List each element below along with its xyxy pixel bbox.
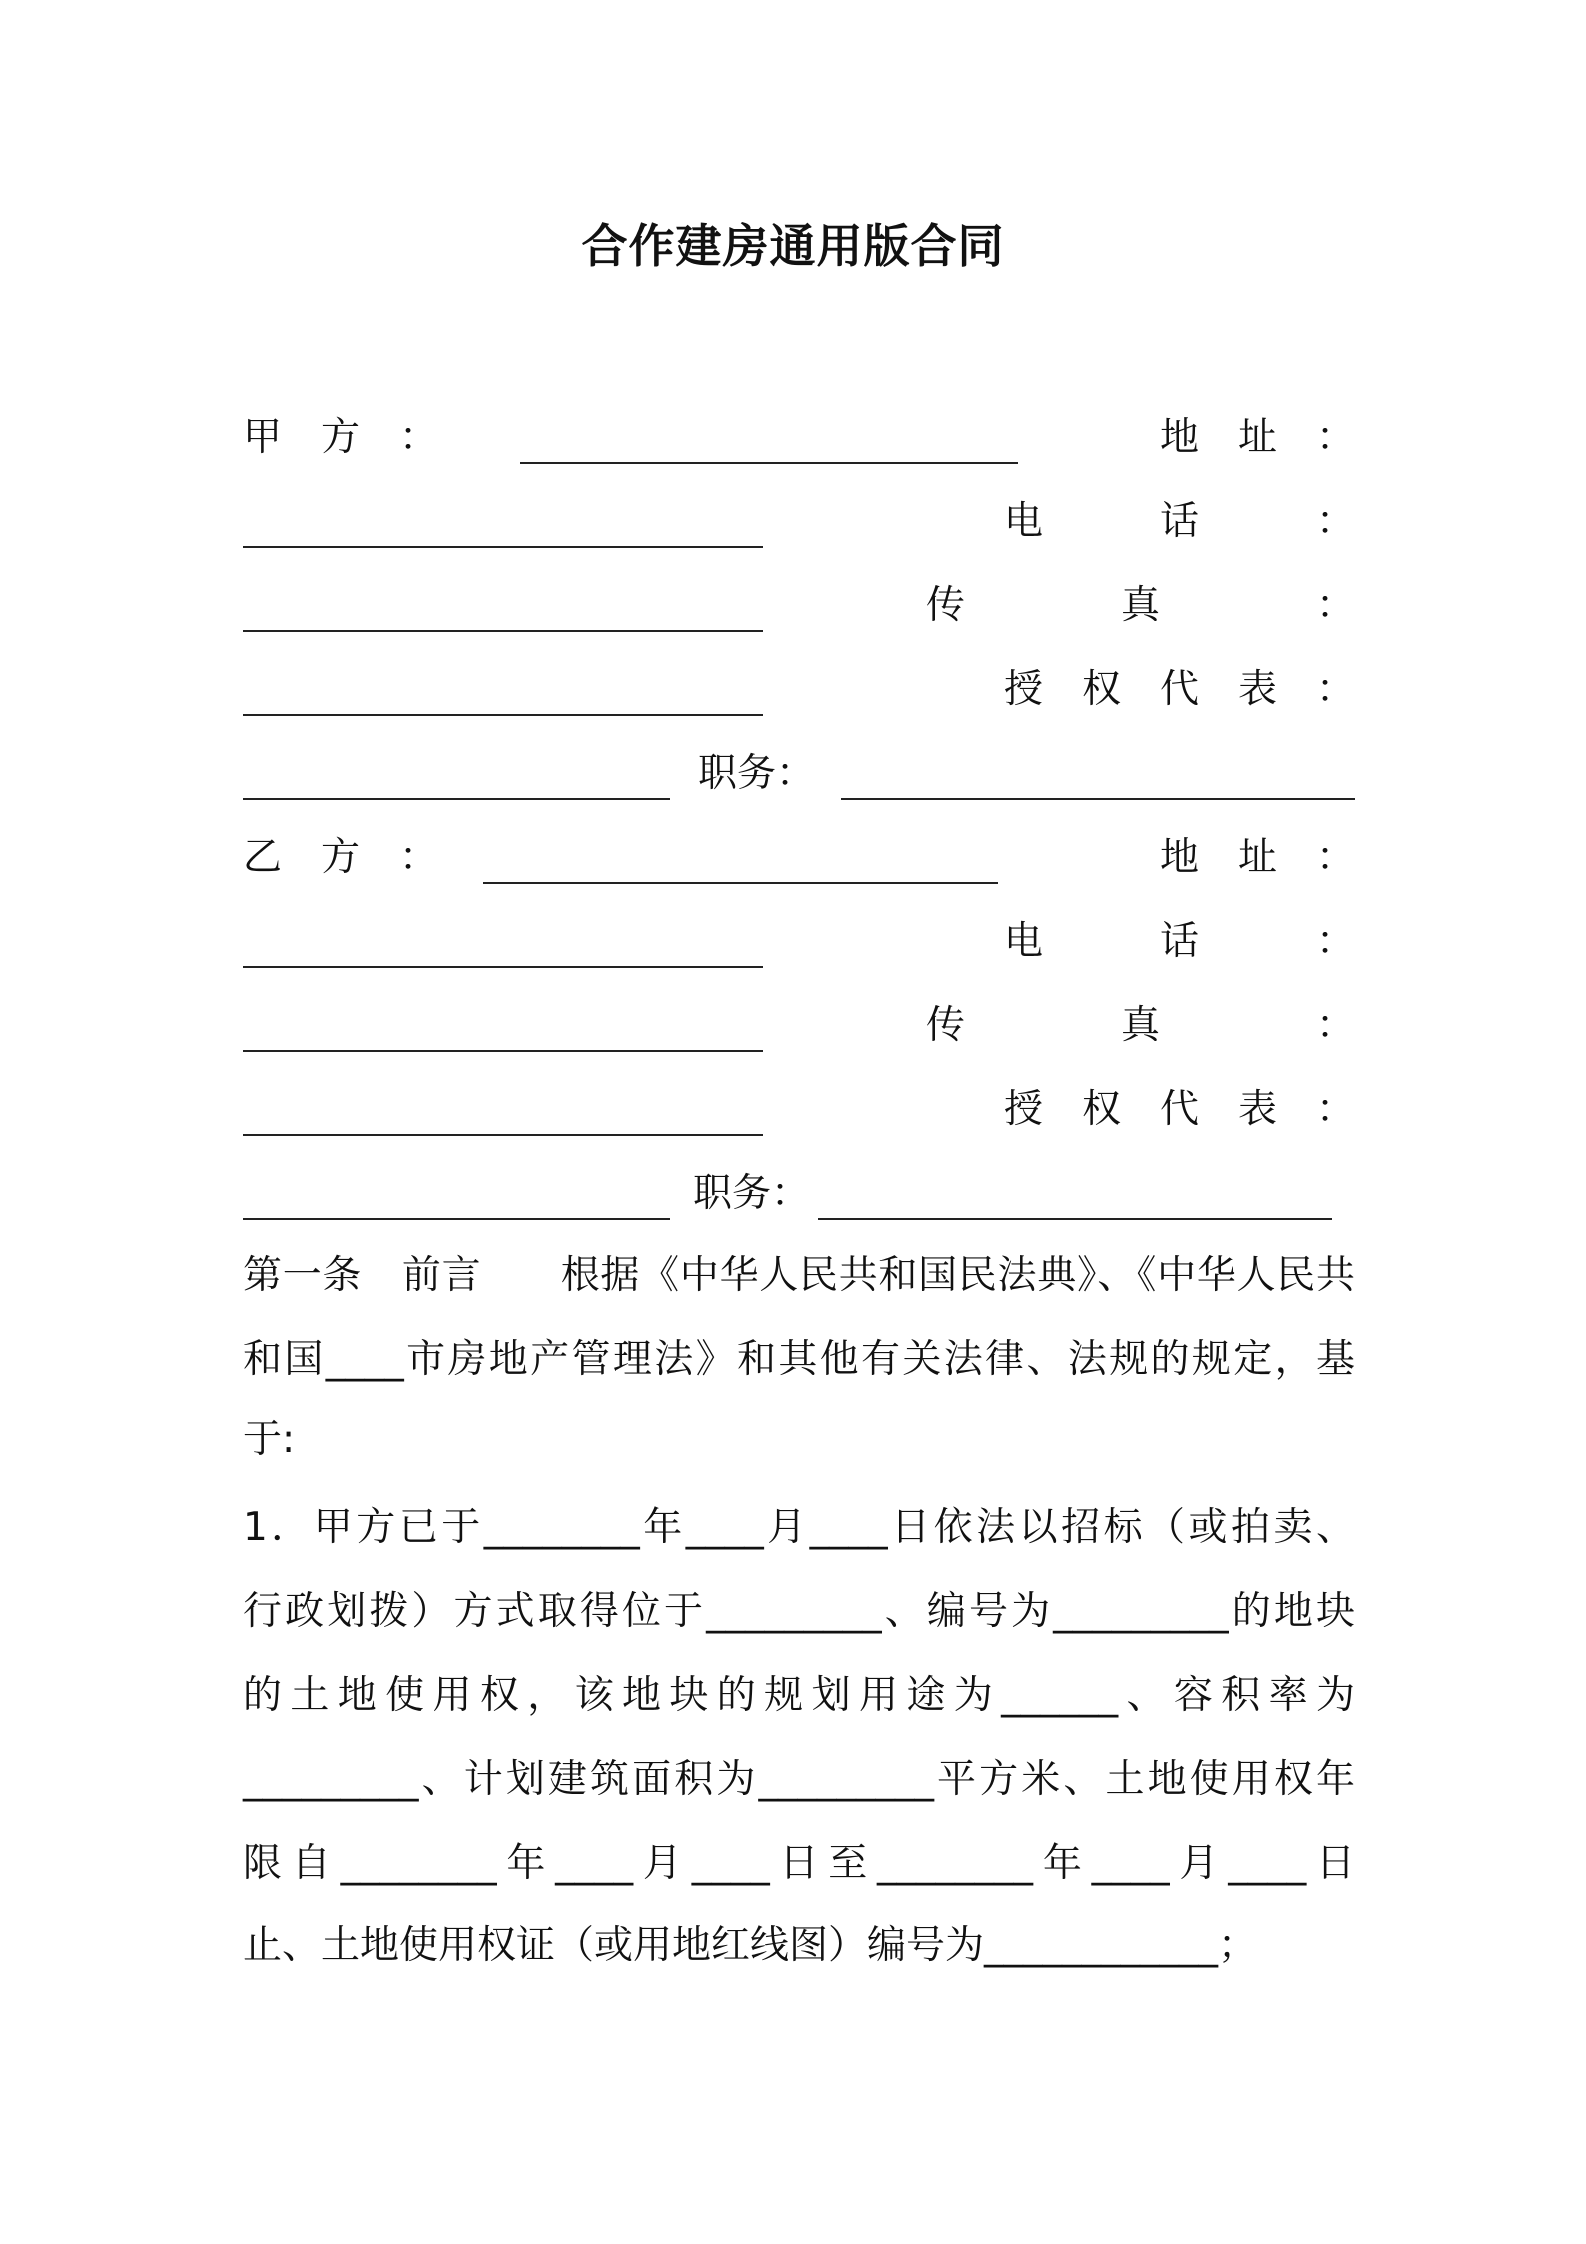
clause-1-line-3: 的土地使用权，该地块的规划用途为______、容积率为 bbox=[243, 1673, 1355, 1718]
party-a-address-blank[interactable] bbox=[243, 546, 763, 548]
party-a-fax-label: 传 真 ： bbox=[925, 583, 1355, 628]
party-a-address-label: 地 址 ： bbox=[1159, 415, 1355, 460]
party-a-phone-row bbox=[243, 476, 1355, 560]
party-b-fax-row bbox=[243, 980, 1355, 1064]
party-a-position-blank[interactable] bbox=[841, 798, 1355, 800]
party-a-rep-label: 授 权 代 表 ： bbox=[1003, 667, 1355, 712]
party-b-phone-blank[interactable] bbox=[243, 1050, 763, 1052]
document-title: 合作建房通用版合同 bbox=[581, 219, 1005, 273]
party-a-name-blank[interactable] bbox=[520, 462, 1018, 464]
article-1-line-1: 第一条 前言 根据《中华人民共和国民法典》、《中华人民共 bbox=[243, 1253, 1355, 1298]
party-a-name-row bbox=[243, 392, 1355, 476]
party-b-name-row bbox=[243, 812, 1355, 896]
party-a-fax-blank[interactable] bbox=[243, 714, 763, 716]
party-a-rep-blank[interactable] bbox=[243, 798, 670, 800]
party-b-address-blank[interactable] bbox=[243, 966, 763, 968]
clause-1-line-1: 1．甲方已于________年____月____日依法以招标（或拍卖、 bbox=[243, 1505, 1355, 1550]
party-b-phone-label: 电 话 ： bbox=[1003, 919, 1355, 964]
party-b-rep-blank[interactable] bbox=[243, 1218, 670, 1220]
party-a-name-label: 甲 方 ： bbox=[243, 415, 439, 460]
party-a-position-label: 职务： bbox=[698, 751, 816, 796]
clause-1-line-4: _________、计划建筑面积为_________平方米、土地使用权年 bbox=[243, 1757, 1355, 1802]
party-b-phone-row bbox=[243, 896, 1355, 980]
party-b-fax-blank[interactable] bbox=[243, 1134, 763, 1136]
article-1-line-2: 和国____市房地产管理法》和其他有关法律、法规的规定，基 bbox=[243, 1337, 1355, 1382]
party-a-rep-row bbox=[243, 644, 1355, 728]
clause-1-line-5: 限自________年____月____日至________年____月____日 bbox=[243, 1841, 1355, 1886]
party-b-rep-row bbox=[243, 1064, 1355, 1148]
party-b-position-label: 职务： bbox=[693, 1171, 811, 1216]
party-b-fax-label: 传 真 ： bbox=[925, 1003, 1355, 1048]
party-a-fax-row bbox=[243, 560, 1355, 644]
party-a-phone-label: 电 话 ： bbox=[1003, 499, 1355, 544]
clause-1-line-2: 行政划拨）方式取得位于_________、编号为_________的地块 bbox=[243, 1589, 1355, 1634]
article-1-line-3: 于: bbox=[243, 1417, 296, 1462]
clause-1-line-6: 止、土地使用权证（或用地红线图）编号为____________； bbox=[243, 1923, 1258, 1968]
party-a-position-row bbox=[243, 728, 1355, 812]
party-b-rep-label: 授 权 代 表 ： bbox=[1003, 1087, 1355, 1132]
party-b-position-row bbox=[243, 1148, 1355, 1232]
party-b-position-blank[interactable] bbox=[818, 1218, 1332, 1220]
party-b-name-label: 乙 方 ： bbox=[243, 835, 439, 880]
party-b-name-blank[interactable] bbox=[483, 882, 998, 884]
party-b-address-label: 地 址 ： bbox=[1159, 835, 1355, 880]
party-a-phone-blank[interactable] bbox=[243, 630, 763, 632]
